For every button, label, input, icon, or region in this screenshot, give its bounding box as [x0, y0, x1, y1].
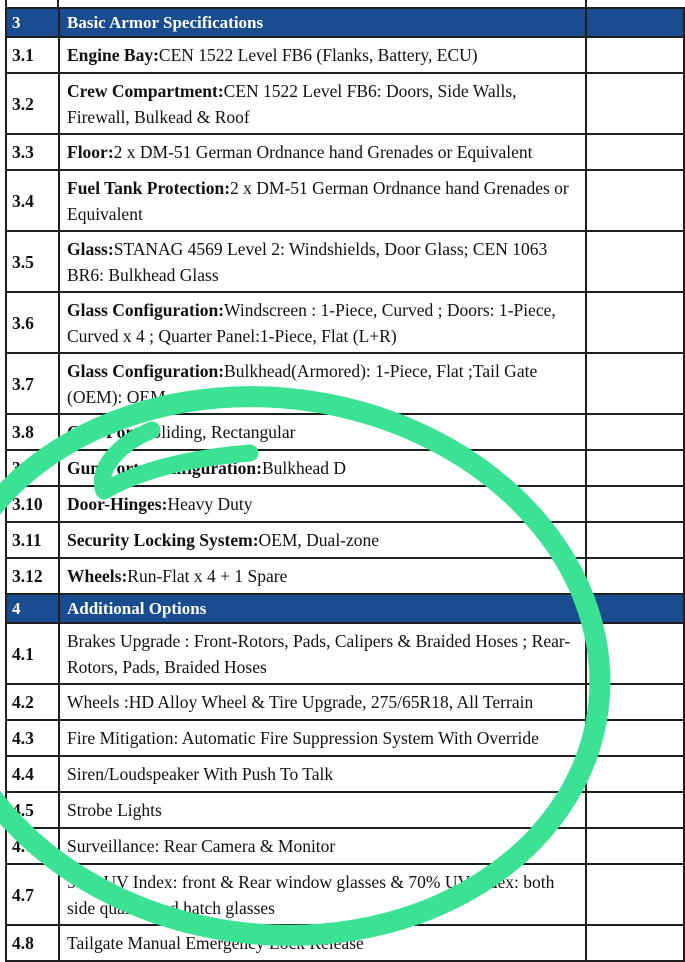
row-description-cell [59, 864, 586, 925]
row-value-cell [586, 73, 684, 134]
row-value-cell [586, 414, 684, 450]
table-vertical-border [5, 0, 7, 7]
row-value: 50% UV Index: front & Rear window glasses & 70% UV Index: both side quarter and hatch glasses [67, 871, 555, 918]
spec-row [6, 292, 684, 353]
row-value-cell [586, 486, 684, 522]
row-description-cell [59, 486, 586, 522]
row-value-cell [586, 37, 684, 73]
row-value: CEN 1522 Level FB6 (Flanks, Battery, ECU) [158, 45, 478, 65]
row-value: Fire Mitigation: Automatic Fire Suppression System With Override [67, 728, 539, 748]
row-number-cell: 3.8 [6, 414, 59, 450]
row-description-cell [59, 828, 586, 864]
row-value-cell [586, 170, 684, 231]
row-value-cell [586, 558, 684, 594]
row-value: STANAG 4569 Level 2: Windshields, Door Glass; CEN 1063 BR6: Bulkhead Glass [67, 238, 548, 285]
row-number-cell: 3.11 [6, 522, 59, 558]
row-number-cell: 4.3 [6, 720, 59, 756]
spec-row [6, 720, 684, 756]
armor-spec-table [5, 7, 685, 962]
section-title-cell: Basic Armor Specifications [59, 8, 586, 37]
row-value: Brakes Upgrade : Front-Rotors, Pads, Calipers & Braided Hoses ; Rear- Rotors, Pads, Braided Hoses [67, 630, 571, 677]
section-value-cell [586, 8, 684, 37]
row-description-cell [59, 522, 586, 558]
row-number-cell: 4.8 [6, 925, 59, 961]
spec-row [6, 925, 684, 961]
row-number-cell: 3.4 [6, 170, 59, 231]
row-label: Glass Configuration: [67, 299, 225, 320]
section-header-row [6, 8, 684, 37]
spec-row [6, 486, 684, 522]
previous-row-remnant [0, 0, 683, 7]
row-number-cell: 3.7 [6, 353, 59, 414]
row-number-cell: 3.12 [6, 558, 59, 594]
spec-row [6, 684, 684, 720]
row-value-cell [586, 623, 684, 684]
row-value-cell [586, 684, 684, 720]
section-number-cell: 4 [6, 594, 59, 623]
section-value-cell [586, 594, 684, 623]
row-description-cell [59, 37, 586, 73]
row-label: Security Locking System: [67, 530, 259, 550]
row-number-cell: 3.5 [6, 231, 59, 292]
table-vertical-border [585, 0, 587, 7]
row-description-cell [59, 134, 586, 170]
row-number-cell: 4.7 [6, 864, 59, 925]
row-description-cell [59, 170, 586, 231]
row-label: Fuel Tank Protection: [67, 177, 231, 198]
spec-row [6, 623, 684, 684]
spec-row [6, 450, 684, 486]
row-value: Sliding, Rectangular [151, 422, 296, 442]
row-value-cell [586, 522, 684, 558]
row-value-cell [586, 292, 684, 353]
row-value: OEM, Dual-zone [258, 530, 380, 550]
row-description-cell [59, 292, 586, 353]
row-number-cell: 3.6 [6, 292, 59, 353]
row-value: Heavy Duty [167, 494, 253, 514]
row-value: Run-Flat x 4 + 1 Spare [127, 566, 288, 586]
row-number-cell: 3.10 [6, 486, 59, 522]
spec-row [6, 353, 684, 414]
row-label: Wheels: [67, 566, 128, 586]
row-label: Gun-Ports Configuration: [67, 458, 262, 478]
row-number-cell: 3.2 [6, 73, 59, 134]
row-description-cell [59, 353, 586, 414]
spec-row [6, 134, 684, 170]
row-value-cell [586, 864, 684, 925]
row-number-cell: 4.5 [6, 792, 59, 828]
row-label: Glass: [67, 238, 114, 259]
row-value: Wheels :HD Alloy Wheel & Tire Upgrade, 275/65R18, All Terrain [67, 692, 534, 712]
section-title-cell: Additional Options [59, 594, 586, 623]
row-description-cell [59, 684, 586, 720]
row-description-cell [59, 450, 586, 486]
row-value-cell [586, 828, 684, 864]
spec-row [6, 170, 684, 231]
table-vertical-border [57, 0, 59, 7]
spec-row [6, 756, 684, 792]
row-value: 2 x DM-51 German Ordnance hand Grenades or Equivalent [67, 177, 569, 224]
row-number-cell: 4.6 [6, 828, 59, 864]
row-description-cell [59, 925, 586, 961]
row-number-cell: 4.4 [6, 756, 59, 792]
row-value-cell [586, 353, 684, 414]
row-value: CEN 1522 Level FB6: Doors, Side Walls, Firewall, Bulkead & Roof [67, 80, 517, 127]
row-value: Bulkhead D [261, 458, 347, 478]
spec-row [6, 792, 684, 828]
row-value: Strobe Lights [67, 800, 162, 820]
row-label: Gun-Ports: [67, 422, 152, 442]
row-value: Surveillance: Rear Camera & Monitor [67, 836, 336, 856]
spec-row [6, 73, 684, 134]
spec-row [6, 231, 684, 292]
row-value: Windscreen : 1-Piece, Curved ; Doors: 1-Piece, Curved x 4 ; Quarter Panel:1-Piece, Flat (L+R) [67, 299, 556, 346]
row-value-cell [586, 231, 684, 292]
spec-row [6, 522, 684, 558]
row-value-cell [586, 756, 684, 792]
row-description-cell [59, 414, 586, 450]
row-number-cell: 4.1 [6, 623, 59, 684]
row-label: Floor: [67, 142, 114, 162]
spec-row [6, 414, 684, 450]
row-description-cell [59, 623, 586, 684]
row-value-cell [586, 720, 684, 756]
row-description-cell [59, 756, 586, 792]
row-value-cell [586, 134, 684, 170]
row-value-cell [586, 792, 684, 828]
row-number-cell: 3.1 [6, 37, 59, 73]
row-value: Tailgate Manual Emergency Lock Release [67, 933, 364, 953]
row-value: 2 x DM-51 German Ordnance hand Grenades or Equivalent [113, 142, 533, 162]
row-label: Glass Configuration: [67, 360, 225, 381]
spec-row [6, 864, 684, 925]
row-label: Door-Hinges: [67, 494, 168, 514]
row-number-cell: 4.2 [6, 684, 59, 720]
row-value-cell [586, 925, 684, 961]
row-description-cell [59, 720, 586, 756]
row-description-cell [59, 73, 586, 134]
row-value: Bulkhead(Armored): 1-Piece, Flat ;Tail Gate (OEM): OEM [67, 360, 538, 407]
row-description-cell [59, 231, 586, 292]
spec-table-body [6, 8, 684, 961]
section-number-cell: 3 [6, 8, 59, 37]
row-number-cell: 3.9 [6, 450, 59, 486]
row-number-cell: 3.3 [6, 134, 59, 170]
spec-row [6, 558, 684, 594]
row-description-cell [59, 792, 586, 828]
row-label: Crew Compartment: [67, 80, 224, 101]
row-value-cell [586, 450, 684, 486]
row-description-cell [59, 558, 586, 594]
spec-row [6, 828, 684, 864]
section-header-row [6, 594, 684, 623]
spec-row [6, 37, 684, 73]
row-label: Engine Bay: [67, 45, 159, 65]
row-value: Siren/Loudspeaker With Push To Talk [67, 764, 334, 784]
